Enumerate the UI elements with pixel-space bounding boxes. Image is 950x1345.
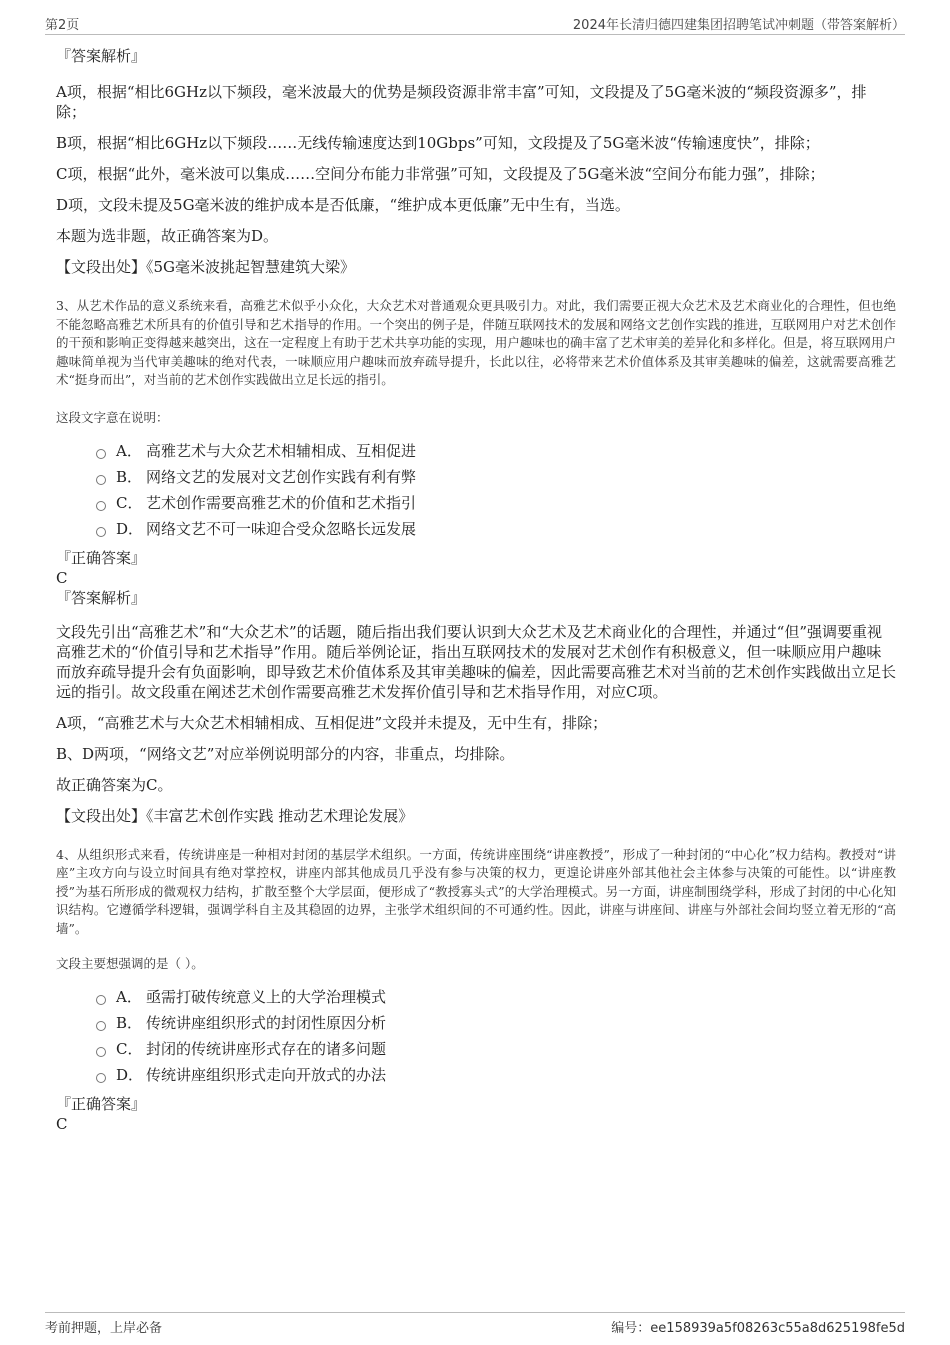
option-b[interactable]: B． 传统讲座组织形式的封闭性原因分析 [96,1010,896,1036]
analysis-label: 『答案解析』 [56,47,147,65]
analysis-conclusion: 本题为选非题，故正确答案为D。 [56,227,279,245]
analysis-label: 『答案解析』 [56,588,147,607]
answer-label: 『正确答案』 [56,1095,147,1113]
question-passage: 3、从艺术作品的意义系统来看，高雅艺术似乎小众化，大众艺术对普通观众更具吸引力。对此，我们需要正视大众艺术及艺术商业化的合理性，但也绝不能忽略高雅艺术所具有的价值引导和艺术指导的作用。一个突出的例子是，伴随互联网技术的发展和网络文艺创作实践的推进，互联网用户对艺术创作的干预和影响正变得越来越突出，这在一定程度上有助于艺术共享功能的实现，用户趣味也的确丰富了艺术审美的差异化和多样化。但是，将互联网用户趣味简单视为当代审美趣味的绝对代表，一味顺应用户趣味而放弃疏导提升，长此以往，必将带来艺术价值体系及其审美趣味的偏差，这就需要高雅艺术“挺身而出”，对当前的艺术创作实践做出立足长远的指引。 [56,298,896,387]
radio-icon[interactable] [96,1021,106,1031]
option-b[interactable]: B． 网络文艺的发展对文艺创作实践有利有弊 [96,464,896,490]
answer-value: C [56,568,68,587]
analysis-paragraph: A项，根据“相比6GHz以下频段，毫米波最大的优势是频段资源非常丰富”可知，文段提及了5G毫米波的“频段资源多”，排除； [56,83,867,121]
page-number: 第2页 [45,18,80,33]
footer-slogan: 考前押题，上岸必备 [45,1321,163,1336]
option-d[interactable]: D． 传统讲座组织形式走向开放式的办法 [96,1062,896,1088]
page-content [56,44,896,1134]
passage-source: 【文段出处】《5G毫米波挑起智慧建筑大梁》 [56,258,356,276]
option-a[interactable]: A． 高雅艺术与大众艺术相辅相成、互相促进 [96,438,896,464]
page-header [45,14,905,35]
analysis-paragraph: 文段先引出“高雅艺术”和“大众艺术”的话题，随后指出我们要认识到大众艺术及艺术商业化的合理性，并通过“但”强调要重视高雅艺术的“价值引导和艺术指导”作用。随后举例论证，指出互联网技术的发展对艺术创作有积极意义，但一味顺应用户趣味而放弃疏导提升会有负面影响，即导致艺术价值体系及其审美趣味的偏差，因此需要高雅艺术对当前的艺术创作实践做出立足长远的指引。故文段重在阐述艺术创作需要高雅艺术发挥价值引导和艺术指导作用，对应C项。 [56,622,897,701]
radio-icon[interactable] [96,475,106,485]
analysis-paragraph: D项，文段未提及5G毫米波的维护成本是否低廉，“维护成本更低廉”无中生有，当选。 [56,196,630,214]
radio-icon[interactable] [96,1047,106,1057]
analysis-paragraph: A项，“高雅艺术与大众艺术相辅相成、互相促进”文段并未提及，无中生有，排除； [56,713,608,732]
option-c[interactable]: C． 封闭的传统讲座形式存在的诸多问题 [96,1036,896,1062]
question-prompt: 文段主要想强调的是（ ）。 [56,956,204,971]
option-a[interactable]: A． 亟需打破传统意义上的大学治理模式 [96,984,896,1010]
question-passage: 4、从组织形式来看，传统讲座是一种相对封闭的基层学术组织。一方面，传统讲座围绕“讲座教授”，形成了一种封闭的“中心化”权力结构。教授对“讲座”主攻方向与设立时间具有绝对掌控权，讲座内部其他成员几乎没有参与决策的权力，更遑论讲座外部其他社会主体参与决策的可能性。以“讲座教授”为基石所形成的微观权力结构，扩散至整个大学层面，便形成了“教授寡头式”的大学治理模式。另一方面，讲座制围绕学科，形成了封闭的中心化知识结构。它遵循学科逻辑，强调学科自主及其稳固的边界，主张学术组织间的不可通约性。因此，讲座与讲座间、讲座与外部社会间均竖立着无形的“高墙”。 [56,846,896,936]
analysis-paragraph: B、D两项，“网络文艺”对应举例说明部分的内容，非重点，均排除。 [56,744,515,763]
option-d[interactable]: D． 网络文艺不可一味迎合受众忽略长远发展 [96,516,896,542]
answer-label: 『正确答案』 [56,548,147,567]
options-list [56,984,896,1088]
radio-icon[interactable] [96,1073,106,1083]
radio-icon[interactable] [96,501,106,511]
radio-icon[interactable] [96,449,106,459]
option-c[interactable]: C． 艺术创作需要高雅艺术的价值和艺术指引 [96,490,896,516]
analysis-paragraph: C项，根据“此外，毫米波可以集成……空间分布能力非常强”可知，文段提及了5G毫米波“空间分布能力强”，排除； [56,165,825,183]
analysis-conclusion: 故正确答案为C。 [56,775,173,794]
passage-source: 【文段出处】《丰富艺术创作实践 推动艺术理论发展》 [56,806,414,825]
options-list [56,438,896,542]
document-id: 编号：ee158939a5f08263c55a8d625198fe5d [611,1321,905,1336]
answer-value: C [56,1115,68,1133]
question-prompt: 这段文字意在说明： [56,409,169,425]
document-title: 2024年长清归德四建集团招聘笔试冲刺题（带答案解析） [572,18,905,33]
analysis-paragraph: B项，根据“相比6GHz以下频段……无线传输速度达到10Gbps”可知，文段提及了5G毫米波“传输速度快”，排除； [56,134,820,152]
page-footer [45,1312,905,1337]
radio-icon[interactable] [96,995,106,1005]
radio-icon[interactable] [96,527,106,537]
